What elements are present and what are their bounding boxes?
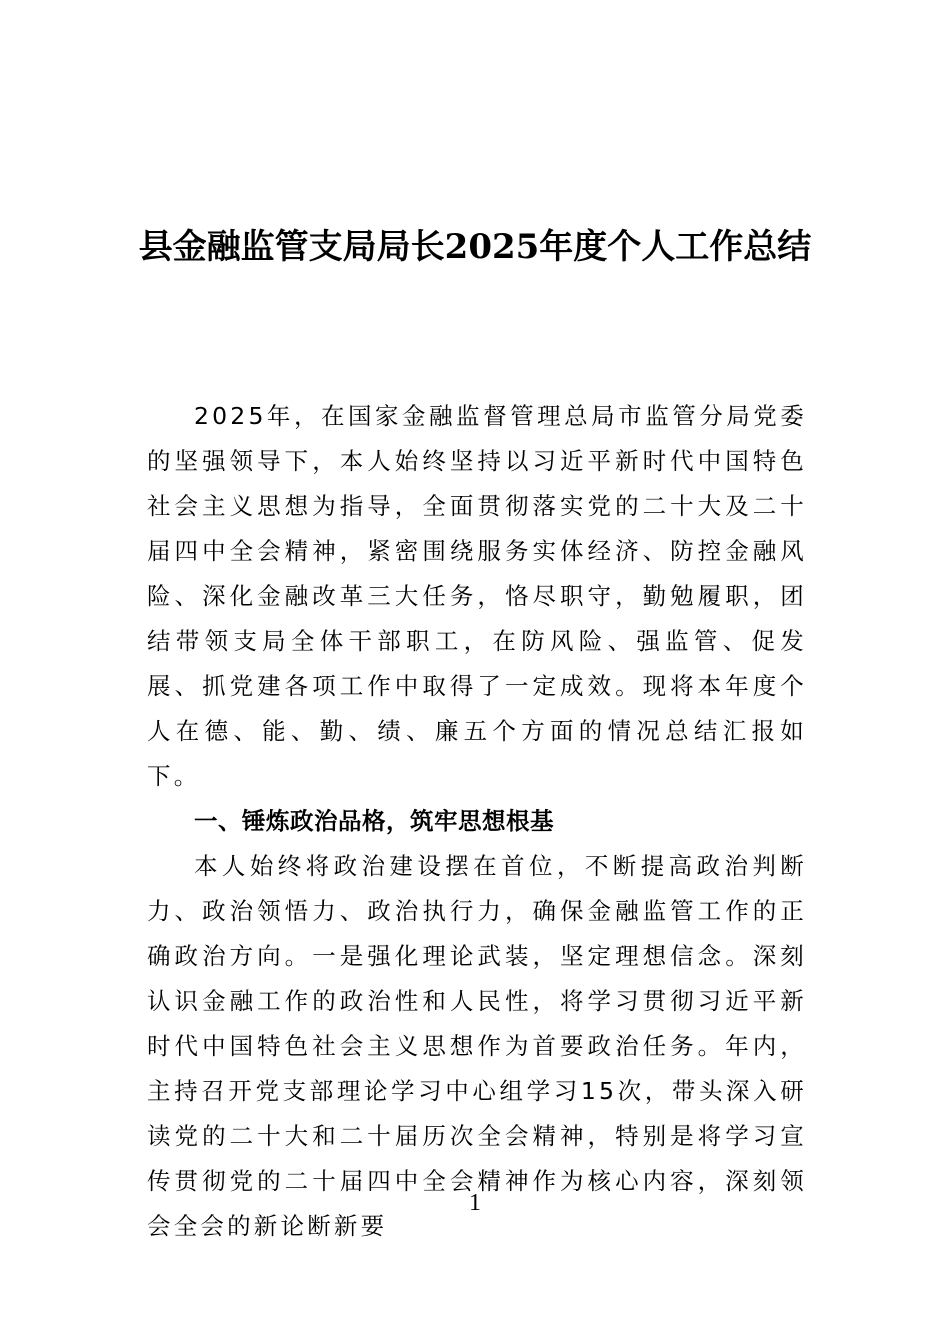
intro-paragraph: 2025年，在国家金融监督管理总局市监管分局党委的坚强领导下，本人始终坚持以习近平新时代中国特色社会主义思想为指导，全面贯彻落实党的二十大及二十届四中全会精神，紧密围绕服务实体经济、防控金融风险、深化金融改革三大任务，恪尽职守，勤勉履职，团结带领支局全体干部职工，在防风险、强监管、促发展、抓党建各项工作中取得了一定成效。现将本年度个人在德、能、勤、绩、廉五个方面的情况总结汇报如下。 xyxy=(147,402,807,790)
document-title: 县金融监管支局局长2025年度个人工作总结 xyxy=(138,226,812,267)
document-body xyxy=(147,394,807,1249)
page-number: 1 xyxy=(469,1190,481,1216)
section-heading: 一、锤炼政治品格，筑牢思想根基 xyxy=(194,807,554,835)
section-paragraph: 本人始终将政治建设摆在首位，不断提高政治判断力、政治领悟力、政治执行力，确保金融监管工作的正确政治方向。一是强化理论武装，坚定理想信念。深刻认识金融工作的政治性和人民性，将学习贯彻习近平新时代中国特色社会主义思想作为首要政治任务。年内，主持召开党支部理论学习中心组学习15次，带头深入研读党的二十大和二十届历次全会精神，特别是将学习宣传贯彻党的二十届四中全会精神作为核心内容，深刻领会全会的新论断新要 xyxy=(147,852,807,1240)
